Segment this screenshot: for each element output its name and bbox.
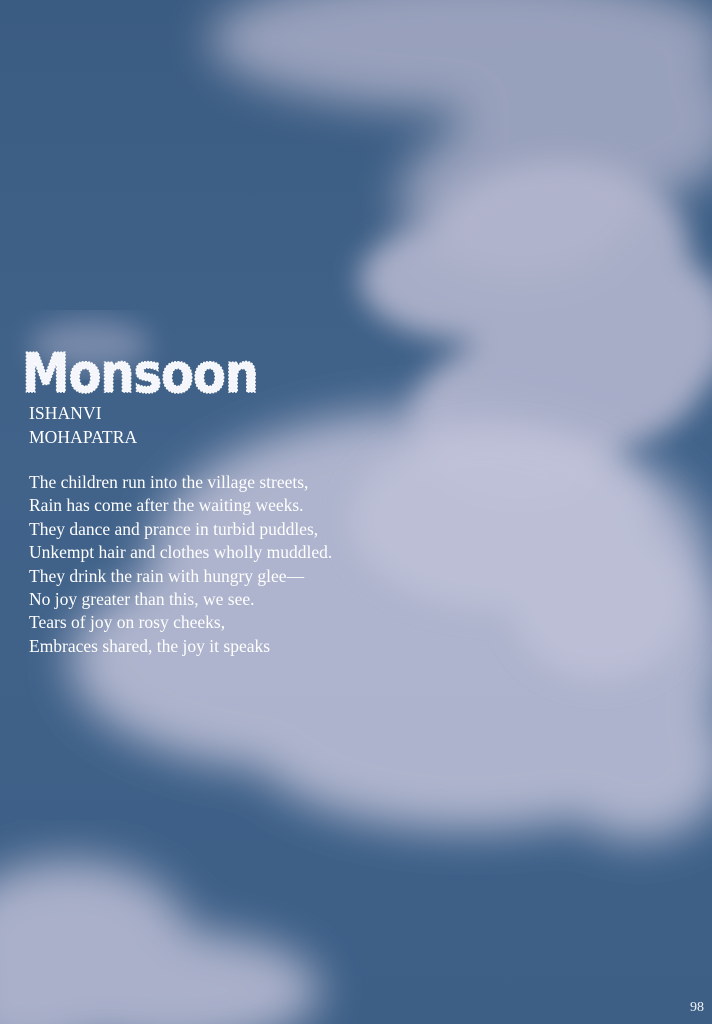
author-last-name: MOHAPATRA [29, 426, 138, 447]
poem-line: Tears of joy on rosy cheeks, [29, 612, 226, 633]
poem-line: No joy greater than this, we see. [29, 589, 255, 610]
poem-line: Embraces shared, the joy it speaks [29, 635, 271, 656]
poem-line: They dance and prance in turbid puddles, [29, 518, 319, 539]
poem-line: The children run into the village streets, [29, 472, 309, 492]
poem-line: Unkempt hair and clothes wholly muddled. [29, 542, 333, 563]
poem-title-lettering [20, 336, 260, 405]
page-number: 98 [690, 1000, 704, 1015]
poem-author [29, 402, 137, 449]
poem-line: They drink the rain with hungry glee— [29, 565, 305, 586]
poem-title [20, 336, 260, 405]
poem-title-text: Monsoon [22, 342, 258, 405]
poem-body [29, 471, 332, 658]
poem-line: Rain has come after the waiting weeks. [29, 495, 304, 516]
author-first-name: ISHANVI [29, 403, 102, 423]
